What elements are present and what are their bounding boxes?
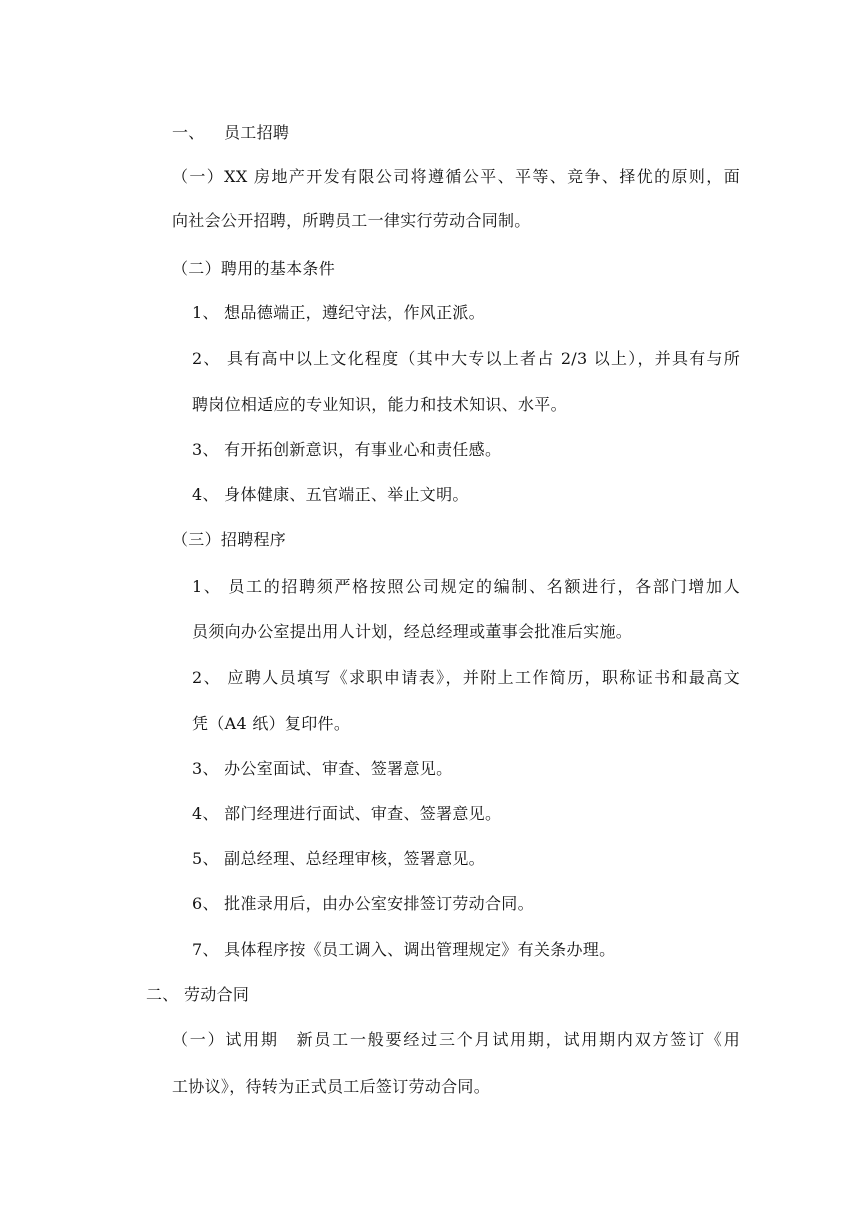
procedure-item-2-line-1: 2、 应聘人员填写《求职申请表》，并附上工作简历，职称证书和最高文 <box>192 668 740 687</box>
paragraph-2-1-line-1: （一）试用期 新员工一般要经过三个月试用期，试用期内双方签订《用 <box>172 1030 740 1049</box>
condition-item-4: 4、 身体健康、五官端正、举止文明。 <box>192 485 469 504</box>
section-2-title: 二、 劳动合同 <box>146 985 250 1004</box>
procedure-item-6: 6、 批准录用后，由办公室安排签订劳动合同。 <box>192 894 534 913</box>
procedure-item-1-line-1: 1、 员工的招聘须严格按照公司规定的编制、名额进行，各部门增加人 <box>192 577 740 596</box>
condition-item-1: 1、 想品德端正，遵纪守法，作风正派。 <box>192 303 485 322</box>
subsection-1-3-heading: （三）招聘程序 <box>172 530 287 549</box>
paragraph-1-1-line-1: （一）XX 房地产开发有限公司将遵循公平、平等、竞争、择优的原则，面 <box>172 167 740 186</box>
condition-item-2-line-2: 聘岗位相适应的专业知识，能力和技术知识、水平。 <box>192 395 567 414</box>
subsection-1-2-heading: （二）聘用的基本条件 <box>172 259 336 278</box>
paragraph-1-1-line-2: 向社会公开招聘，所聘员工一律实行劳动合同制。 <box>172 211 531 230</box>
procedure-item-4: 4、 部门经理进行面试、审查、签署意见。 <box>192 804 502 823</box>
procedure-item-1-line-2: 员须向办公室提出用人计划，经总经理或董事会批准后实施。 <box>192 622 633 641</box>
procedure-item-5: 5、 副总经理、总经理审核，签署意见。 <box>192 849 485 868</box>
condition-item-2-line-1: 2、 具有高中以上文化程度（其中大专以上者占 2/3 以上），并具有与所 <box>192 349 740 368</box>
section-1-title: 员工招聘 <box>224 123 290 142</box>
procedure-item-7: 7、 具体程序按《员工调入、调出管理规定》有关条办理。 <box>192 940 616 959</box>
procedure-item-3: 3、 办公室面试、审查、签署意见。 <box>192 759 453 778</box>
procedure-item-2-line-2: 凭（A4 纸）复印件。 <box>192 714 351 733</box>
section-1-number: 一、 <box>172 123 205 142</box>
paragraph-2-1-line-2: 工协议》，待转为正式员工后签订劳动合同。 <box>172 1077 491 1096</box>
condition-item-3: 3、 有开拓创新意识，有事业心和责任感。 <box>192 440 502 459</box>
